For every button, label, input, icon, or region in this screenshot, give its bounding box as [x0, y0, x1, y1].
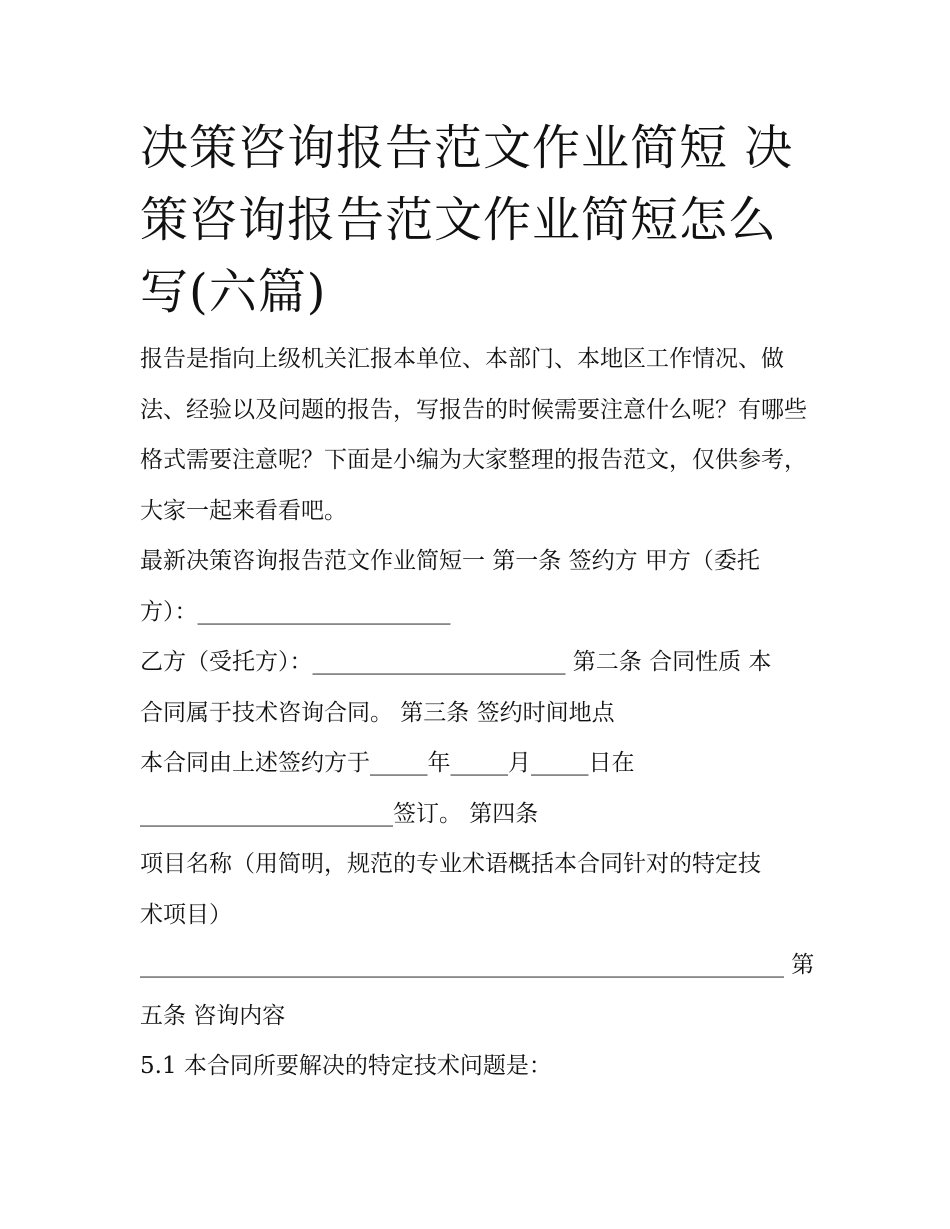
contract-line: ______________________签订。 第四条 — [140, 800, 539, 827]
contract-line: 术项目） — [140, 901, 232, 928]
document-title: 决策咨询报告范文作业简短 决策咨询报告范文作业简短怎么写(六篇) — [140, 120, 794, 320]
contract-line: 方）：______________________ — [140, 598, 451, 625]
contract-line: 项目名称（用简明，规范的专业术语概括本合同针对的特定技 — [140, 851, 761, 877]
contract-line: 五条 咨询内容 — [140, 1002, 286, 1029]
contract-line: 合同属于技术咨询合同。 第三条 签约时间地点 — [140, 699, 615, 726]
contract-line: 5.1 本合同所要解决的特定技术问题是： — [140, 1053, 552, 1079]
intro-paragraph: 报告是指向上级机关汇报本单位、本部门、本地区工作情况、做法、经验以及问题的报告，写报告的时候需要注意什么呢？有哪些格式需要注意呢？下面是小编为大家整理的报告范文，仅供参考，大家一起来看看吧。 — [140, 346, 807, 524]
contract-line: 本合同由上述签约方于_____年_____月_____日在 — [140, 750, 635, 776]
contract-line: 最新决策咨询报告范文作业简短一 第一条 签约方 甲方（委托 — [140, 548, 760, 574]
contract-line: 乙方（受托方）：______________________ 第二条 合同性质 本 — [140, 649, 772, 675]
contract-line: ________________________________________________________ 第 — [140, 952, 815, 978]
document-page — [140, 112, 815, 1092]
